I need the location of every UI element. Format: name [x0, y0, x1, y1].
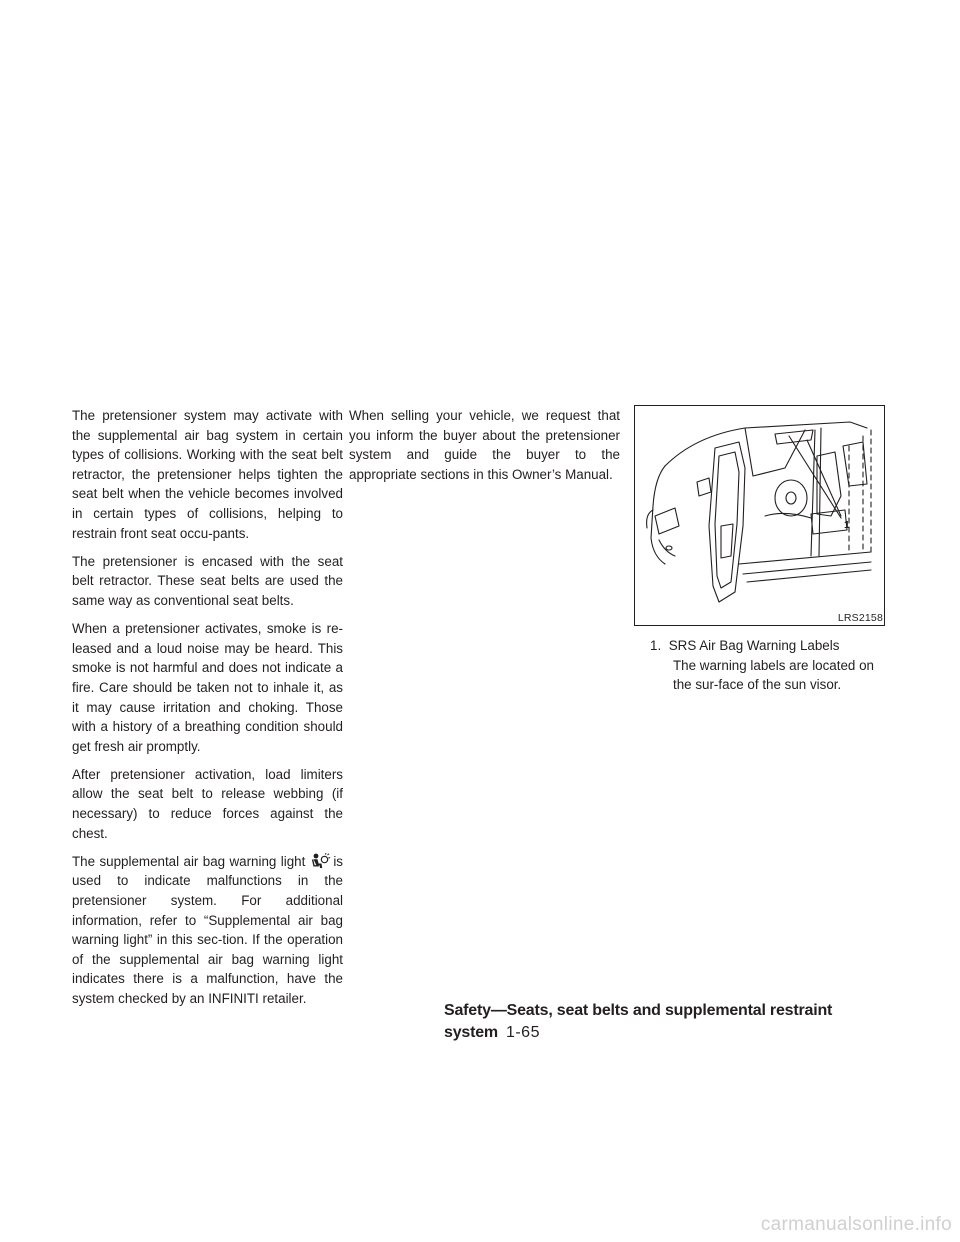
- figure-code: LRS2158: [837, 612, 883, 624]
- page-footer: [444, 1000, 894, 1044]
- left-text-column: [72, 406, 343, 1017]
- paragraph-pretensioner-encased: The pretensioner is encased with the seat belt retractor. These seat belts are used the same way as conventional seat belts.: [72, 553, 343, 608]
- paragraph-load-limiters: After pretensioner activation, load limiters allow the seat belt to release webbing (if necessary) to reduce forces against the chest.: [72, 766, 343, 841]
- vehicle-illustration: [634, 405, 885, 626]
- paragraph-smoke-warning: When a pretensioner activates, smoke is re-leased and a loud noise may be heard. This smoke is not harmful and does not indicate a fire. Care should be taken not to inhale it, as it may cause irritation and choking. Those with a history of a breathing condition should get fresh air promptly.: [72, 621, 343, 754]
- page-number: 1-65: [505, 1024, 540, 1041]
- airbag-warning-icon: [309, 853, 331, 869]
- caption-title: SRS Air Bag Warning Labels: [668, 638, 840, 653]
- warning-light-text-after: is used to indicate malfunctions in the pretensioner system. For additional information, refer to “Supplemental air bag warning light” in this sec-tion. If the operation of the supplemental air bag warning light indicates there is a malfunction, have the system checked by an INFINITI retailer.: [72, 853, 343, 1006]
- section-title: Safety—Seats, seat belts and supplemental restraint system: [444, 1002, 833, 1041]
- site-watermark: carmanualsonline.info: [760, 1214, 952, 1235]
- figure-caption: [650, 636, 886, 695]
- paragraph-pretensioner-activation: The pretensioner system may activate with the supplemental air bag system in certain types of collisions. Working with the seat belt retractor, the pretensioner helps tighten the seat belt when the vehicle becomes involved in certain types of collisions, helping to restrain front seat occu-pants.: [72, 408, 343, 541]
- middle-text-column: [349, 406, 620, 493]
- figure-callout-number: 1: [844, 519, 850, 531]
- caption-number: 1.: [650, 638, 662, 653]
- warning-light-text-before: The supplemental air bag warning light: [72, 853, 306, 869]
- caption-description: The warning labels are located on the sur-face of the sun visor.: [673, 657, 874, 693]
- vehicle-interior-drawing: [635, 406, 883, 624]
- paragraph-warning-light: [72, 852, 343, 1009]
- paragraph-selling-vehicle: When selling your vehicle, we request that you inform the buyer about the pretensioner system and guide the buyer to the appropriate sections in this Owner’s Manual.: [349, 408, 620, 482]
